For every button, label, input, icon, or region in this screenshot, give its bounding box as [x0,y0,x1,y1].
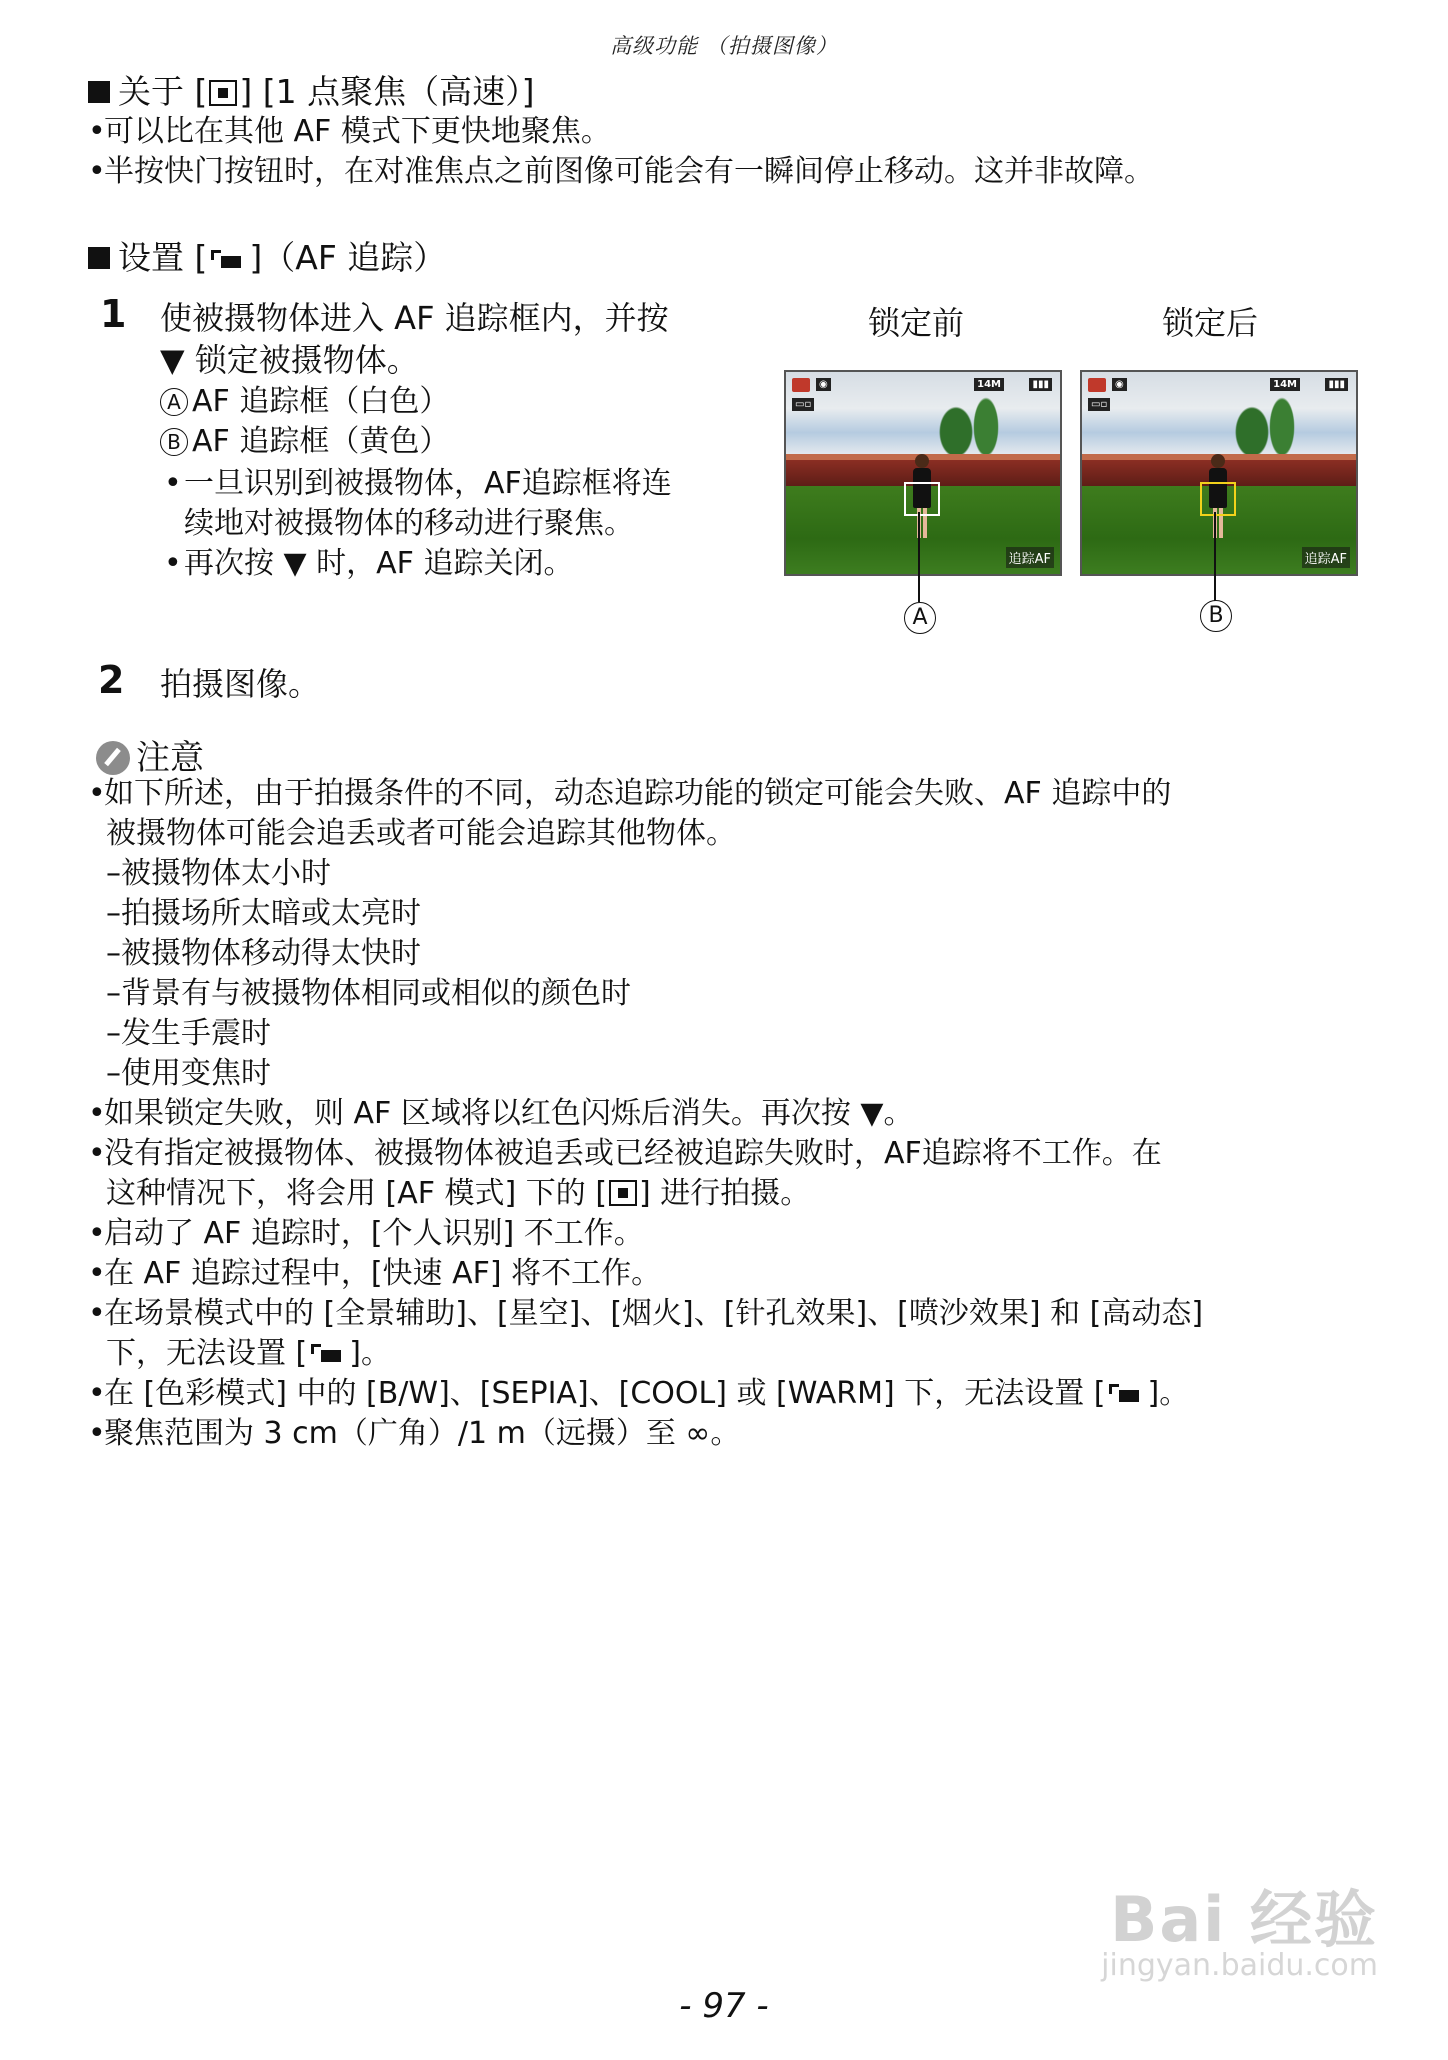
battery-icon: ▮▮▮ [1029,378,1052,391]
section-1-bullet-1: •可以比在其他 AF 模式下更快地聚焦。 [88,114,611,149]
square-bullet-icon [88,247,110,269]
step-1-line-1: 使被摄物体进入 AF 追踪框内，并按 [160,299,669,337]
note-bullet-1: •如下所述，由于拍摄条件的不同，动态追踪功能的锁定可能会失败、AF 追踪中的 [88,776,1172,811]
note-dash-3: –被摄物体移动得太快时 [106,936,421,971]
screen-after-lock [1080,370,1358,576]
note-bullet-6-cont: 下，无法设置 [ ]。 [106,1336,391,1371]
step-1-item-b: B AF 追踪框（黄色） [160,422,449,462]
resolution-badge: 14M [1270,378,1300,391]
record-mode-icon [1088,378,1106,392]
callout-b-mark: B [160,428,188,456]
section-1-title [88,66,534,113]
af-tracking-icon [209,248,247,272]
af-tracking-frame-white [904,482,940,516]
section-1-title-pre: 关于 [ [118,72,208,111]
af-tracking-status: 追踪AF [1006,547,1054,568]
leader-line-b [1214,512,1216,602]
note-dash-2: –拍摄场所太暗或太亮时 [106,896,421,931]
note-heading: 注意 [96,730,204,779]
step-2-number: 2 [98,658,125,702]
note-dash-1: –被摄物体太小时 [106,856,331,891]
note-dash-5: –发生手震时 [106,1016,271,1051]
af-tracking-icon [309,1342,347,1366]
note-bullet-3-cont: 这种情况下，将会用 [AF 模式] 下的 [ ] 进行拍摄。 [106,1176,811,1211]
face-icon: ◉ [816,378,831,391]
step-1-line-2: ▼ 锁定被摄物体。 [160,341,419,379]
note-bullet-7: •在 [色彩模式] 中的 [B/W]、[SEPIA]、[COOL] 或 [WARM] 下，无法设置 [ ]。 [88,1376,1190,1411]
step-1-sub-bullet-2: •再次按 ▼ 时，AF 追踪关闭。 [164,546,574,581]
baidu-watermark: Bai 经验 [1110,1883,1378,1956]
baidu-watermark-url: jingyan.baidu.com [1101,1948,1378,1983]
running-header: 高级功能 （拍摄图像） [610,34,838,58]
note-bullet-3: •没有指定被摄物体、被摄物体被追丢或已经被追踪失败时，AF追踪将不工作。在 [88,1136,1162,1171]
note-bullet-5: •在 AF 追踪过程中，[快速 AF] 将不工作。 [88,1256,662,1291]
step-2-text: 拍摄图像。 [160,665,321,703]
section-1-title-post: ] [1 点聚焦（高速）] [239,72,535,111]
section-1-bullet-2: •半按快门按钮时，在对准焦点之前图像可能会有一瞬间停止移动。这并非故障。 [88,154,1154,189]
note-bullet-2: •如果锁定失败，则 AF 区域将以红色闪烁后消失。再次按 ▼。 [88,1096,914,1131]
tracking-mode-icon: ▭▫ [1088,398,1110,411]
1-area-focus-icon [209,80,237,106]
page-number: - 97 - [679,1986,769,2026]
pencil-note-icon [96,741,130,775]
step-1-item-a: A AF 追踪框（白色） [160,382,449,422]
square-bullet-icon [88,81,110,103]
leader-line-a [918,512,920,602]
note-bullet-1-cont: 被摄物体可能会追丢或者可能会追踪其他物体。 [106,816,736,851]
step-1-sub-bullet-1-cont: 续地对被摄物体的移动进行聚焦。 [184,506,634,541]
note-dash-6: –使用变焦时 [106,1056,271,1091]
note-dash-4: –背景有与被摄物体相同或相似的颜色时 [106,976,631,1011]
note-bullet-4: •启动了 AF 追踪时，[个人识别] 不工作。 [88,1216,644,1251]
af-tracking-frame-yellow [1200,482,1236,516]
af-tracking-status: 追踪AF [1302,547,1350,568]
section-2-title-pre: 设置 [ [118,238,208,277]
label-before-lock: 锁定前 [868,304,965,342]
resolution-badge: 14M [974,378,1004,391]
face-icon: ◉ [1112,378,1127,391]
label-after-lock: 锁定后 [1162,304,1259,342]
step-1-number: 1 [100,292,127,336]
battery-icon: ▮▮▮ [1325,378,1348,391]
note-bullet-6: •在场景模式中的 [全景辅助]、[星空]、[烟火]、[针孔效果]、[喷沙效果] 和 [高动态] [88,1296,1204,1331]
note-bullet-8: •聚焦范围为 3 cm（广角）/1 m（远摄）至 ∞。 [88,1416,741,1451]
af-tracking-icon [1107,1382,1145,1406]
callout-a-mark: A [160,388,188,416]
screen-before-lock [784,370,1062,576]
section-2-title-post: ]（AF 追踪） [249,238,447,277]
record-mode-icon [792,378,810,392]
step-1-sub-bullet-1: •一旦识别到被摄物体，AF追踪框将连 [164,466,672,501]
tracking-mode-icon: ▭▫ [792,398,814,411]
callout-b: B [1200,600,1232,632]
1-area-focus-icon [609,1180,637,1206]
section-2-title [88,232,446,279]
callout-a: A [904,602,936,634]
